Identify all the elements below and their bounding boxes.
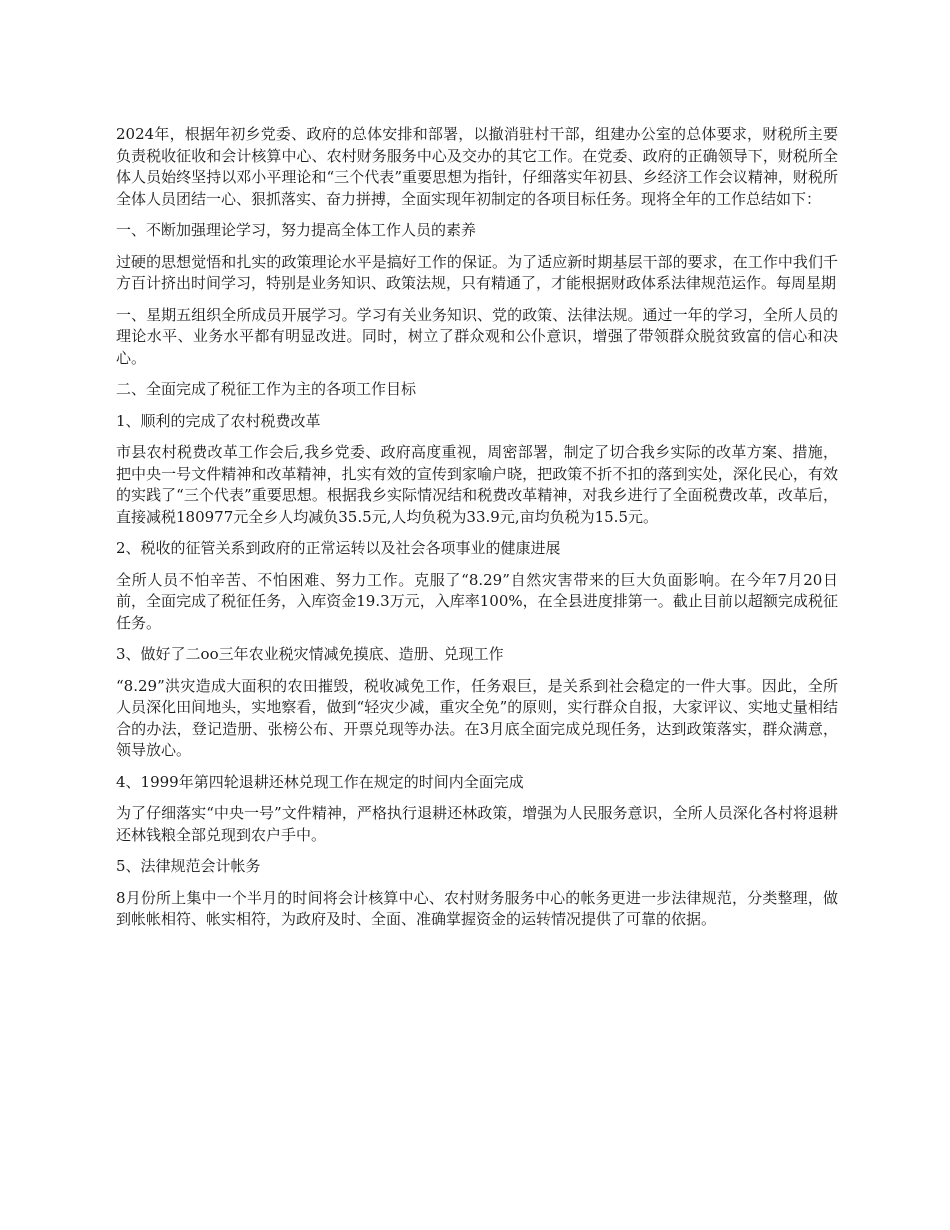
section-heading-1: 一、不断加强理论学习，努力提高全体工作人员的素养 [116, 221, 477, 239]
body-paragraph: 市县农村税费改革工作会后,我乡党委、政府高度重视，周密部署，制定了切合我乡实际的改革方案、措施，把中央一号文件精神和改革精神，扎实有效的宣传到家喻户晓，把政策不折不扣的落到实处，深化民心，有效的实践了“三个代表”重要思想。根据我乡实际情况结和税费改革精神，对我乡进行了全面税费改革，改革后，直接减税180977元全乡人均减负35.5元,人均负税为33.9元,亩均负税为15.5元。 [116, 443, 838, 526]
body-paragraph: 一、星期五组织全所成员开展学习。学习有关业务知识、党的政策、法律法规。通过一年的学习，全所人员的理论水平、业务水平都有明显改进。同时，树立了群众观和公仆意识，增强了带领群众脱贫致富的信心和决心。 [116, 305, 838, 367]
subsection-heading-1: 1、顺利的完成了农村税费改革 [116, 411, 321, 430]
subsection-heading-4: 4、1999年第四轮退耕还林兑现工作在规定的时间内全面完成 [116, 772, 524, 791]
body-paragraph: 8月份所上集中一个半月的时间将会计核算中心、农村财务服务中心的帐务更进一步法律规范，分类整理，做到帐帐相符、帐实相符，为政府及时、全面、准确掌握资金的运转情况提供了可靠的依据。 [116, 888, 838, 928]
body-paragraph: “8.29”洪灾造成大面积的农田摧毁，税收减免工作，任务艰巨，是关系到社会稳定的一件大事。因此，全所人员深化田间地头，实地察看，做到“轻灾少减，重灾全免”的原则，实行群众自报，大家评议、实地丈量相结合的办法，登记造册、张榜公布、开票兑现等办法。在3月底全面完成兑现任务，达到政策落实，群众满意，领导放心。 [116, 676, 838, 759]
section-heading-2: 二、全面完成了税征工作为主的各项工作目标 [116, 380, 417, 398]
body-paragraph: 全所人员不怕辛苦、不怕困难、努力工作。克服了“8.29”自然灾害带来的巨大负面影响。在今年7月20日前，全面完成了税征任务，入库资金19.3万元，入库率100%，在全县进度排第一。截止目前以超额完成税征任务。 [116, 570, 838, 632]
body-paragraph: 过硬的思想觉悟和扎实的政策理论水平是搞好工作的保证。为了适应新时期基层干部的要求，在工作中我们千方百计挤出时间学习，特别是业务知识、政策法规，只有精通了，才能根据财政体系法律规范运作。每周星期 [116, 252, 838, 292]
document-body [116, 124, 838, 941]
subsection-heading-5: 5、法律规范会计帐务 [116, 857, 261, 875]
subsection-heading-2: 2、税收的征管关系到政府的正常运转以及社会各项事业的健康进展 [116, 539, 561, 557]
subsection-heading-3: 3、做好了二oo三年农业税灾情减免摸底、造册、兑现工作 [116, 645, 504, 663]
body-paragraph: 为了仔细落实“中央一号”文件精神，严格执行退耕还林政策，增强为人民服务意识，全所人员深化各村将退耕还林钱粮全部兑现到农户手中。 [116, 804, 838, 844]
intro-paragraph: 2024年，根据年初乡党委、政府的总体安排和部署，以撤消驻村干部，组建办公室的总体要求，财税所主要负责税收征收和会计核算中心、农村财务服务中心及交办的其它工作。在党委、政府的正确领导下，财税所全体人员始终坚持以邓小平理论和“三个代表”重要思想为指针，仔细落实年初县、乡经济工作会议精神，财税所全体人员团结一心、狠抓落实、奋力拼搏，全面实现年初制定的各项目标任务。现将全年的工作总结如下： [116, 125, 838, 208]
